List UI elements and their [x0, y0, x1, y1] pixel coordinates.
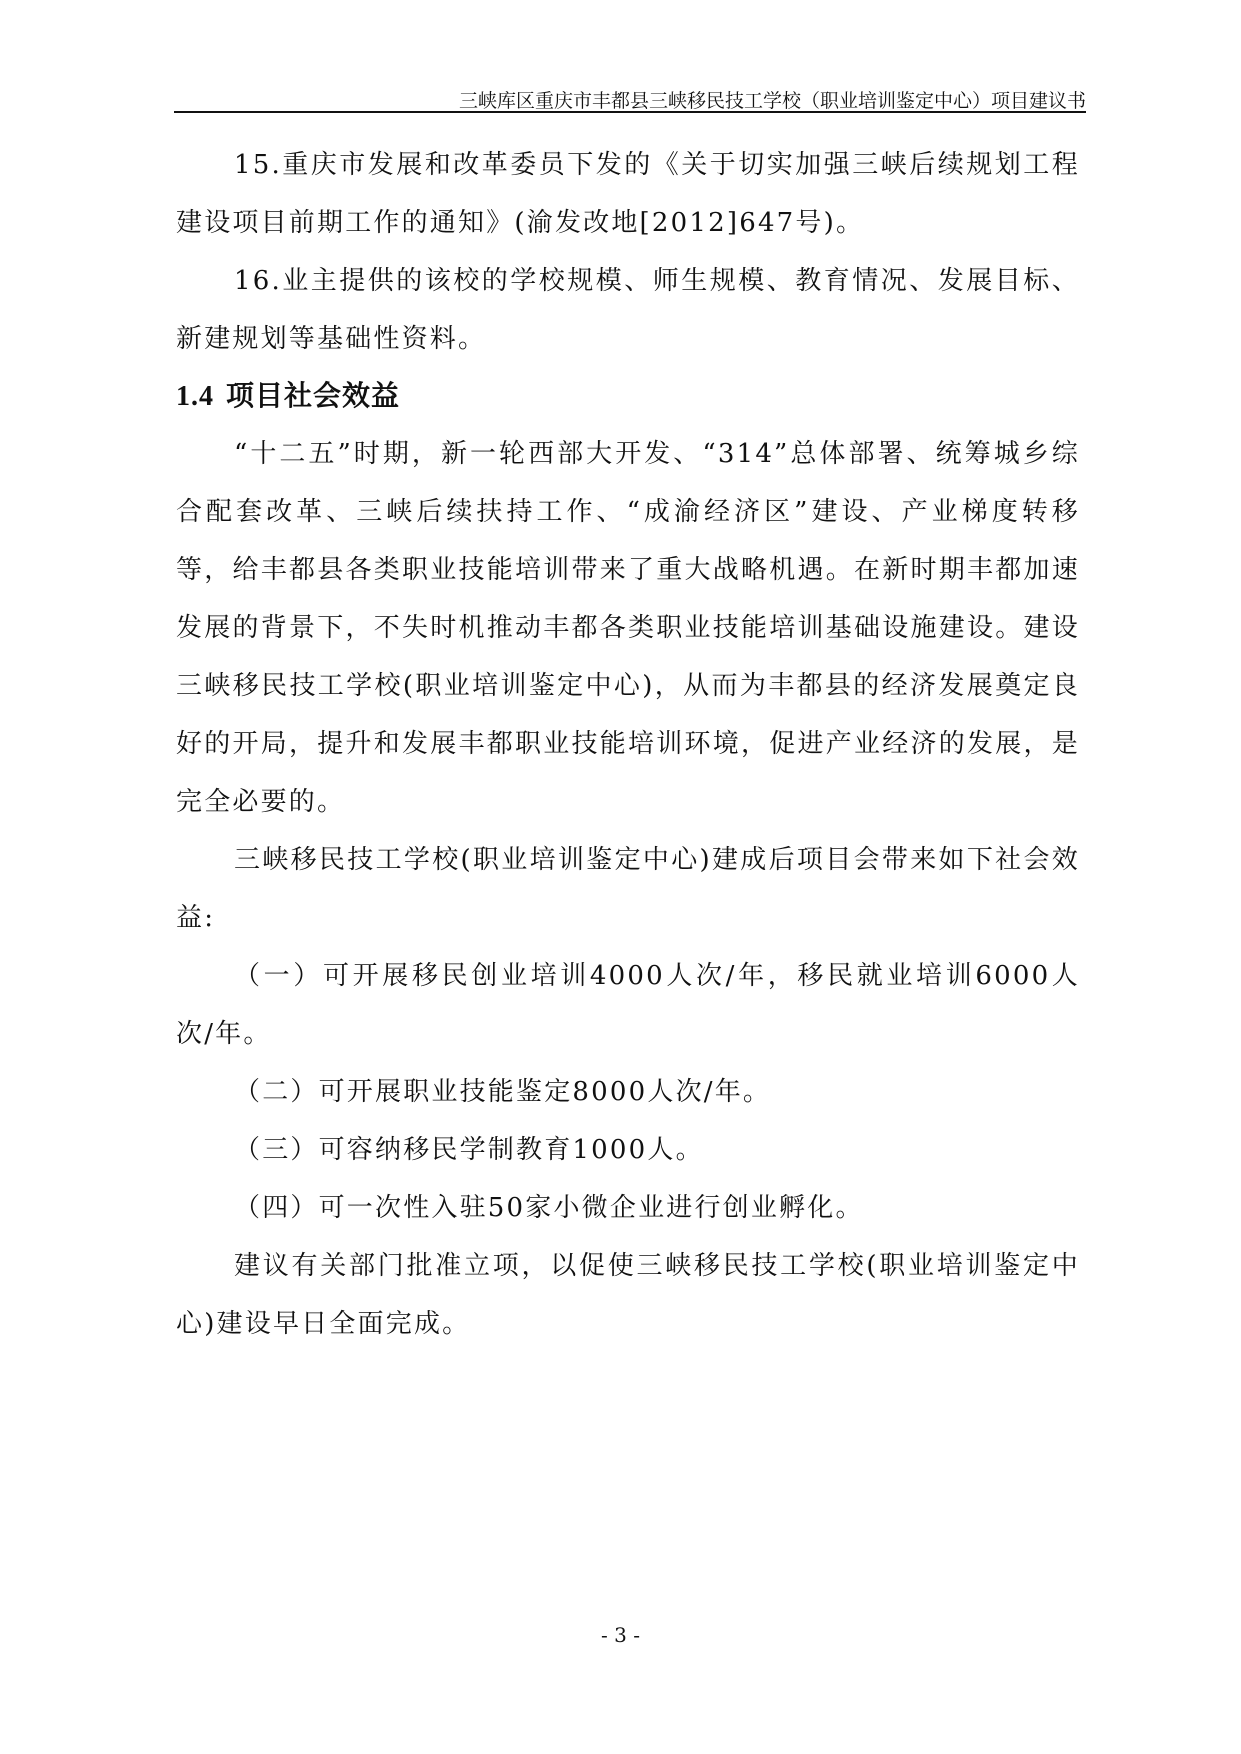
benefit-item-2: （二）可开展职业技能鉴定8000人次/年。 [234, 1077, 772, 1107]
page-body [176, 136, 1080, 1353]
paragraph-item-16: 16.业主提供的该校的学校规模、师生规模、教育情况、发展目标、新建规划等基础性资料。 [176, 266, 1080, 354]
page-number: - 3 - [601, 1623, 640, 1647]
section-heading [176, 368, 1080, 425]
header-rule [174, 111, 1086, 113]
paragraph-background: “十二五”时期，新一轮西部大开发、“314”总体部署、统筹城乡综合配套改革、三峡后续扶持工作、“成渝经济区”建设、产业梯度转移等，给丰都县各类职业技能培训带来了重大战略机遇。在新时期丰都加速发展的背景下，不失时机推动丰都各类职业技能培训基础设施建设。建设三峡移民技工学校(职业培训鉴定中心)，从而为丰都县的经济发展奠定良好的开局，提升和发展丰都职业技能培训环境，促进产业经济的发展，是完全必要的。 [176, 439, 1080, 817]
paragraph-recommendation: 建议有关部门批准立项，以促使三峡移民技工学校(职业培训鉴定中心)建设早日全面完成。 [176, 1251, 1080, 1339]
benefit-item-3: （三）可容纳移民学制教育1000人。 [234, 1135, 704, 1165]
paragraph-item-15: 15.重庆市发展和改革委员下发的《关于切实加强三峡后续规划工程建设项目前期工作的通知》(渝发改地[2012]647号)。 [176, 150, 1080, 238]
section-number: 1.4 [176, 381, 214, 412]
benefit-item-4: （四）可一次性入驻50家小微企业进行创业孵化。 [234, 1193, 864, 1223]
running-header: 三峡库区重庆市丰都县三峡移民技工学校（职业培训鉴定中心）项目建议书 [458, 90, 1086, 112]
section-title: 项目社会效益 [226, 379, 401, 412]
paragraph-benefits-intro: 三峡移民技工学校(职业培训鉴定中心)建成后项目会带来如下社会效益: [176, 845, 1080, 933]
benefit-item-1: （一）可开展移民创业培训4000人次/年，移民就业培训6000人次/年。 [176, 961, 1080, 1049]
